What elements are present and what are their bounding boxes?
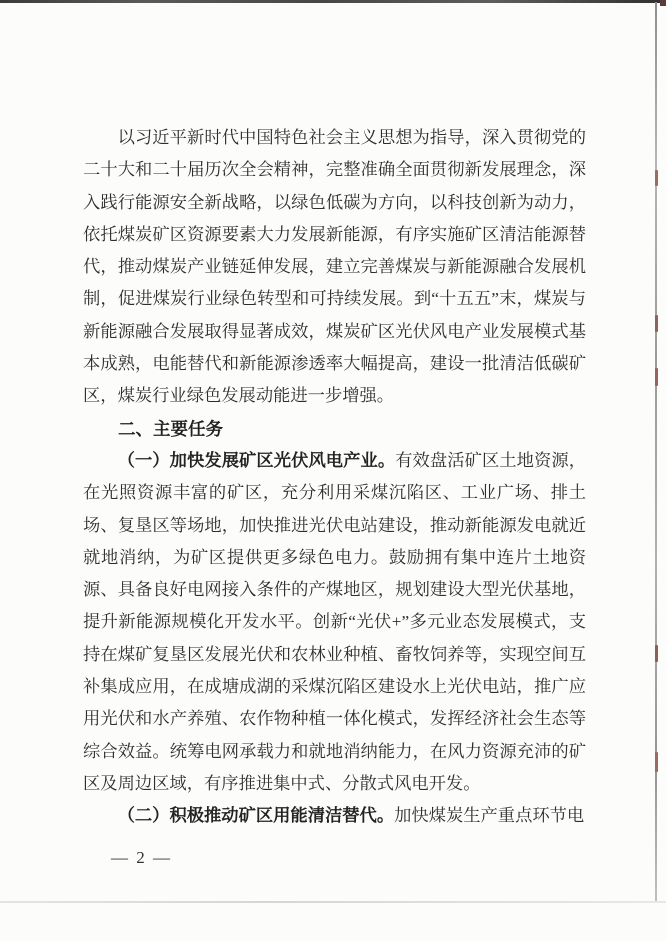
- scan-red-mark: [655, 752, 658, 772]
- task-item-2: [83, 800, 586, 832]
- scan-red-mark: [655, 170, 658, 186]
- scan-red-mark: [655, 645, 658, 662]
- scan-edge-bottom: [0, 901, 666, 903]
- task-item-1: [83, 445, 586, 800]
- scan-edge-top: [0, 0, 666, 3]
- document-body: [83, 122, 586, 833]
- scan-red-mark: [655, 315, 658, 332]
- task-item-1-lead: （一）加快发展矿区光伏风电产业。: [117, 450, 396, 470]
- task-item-1-body: 有效盘活矿区土地资源，在光照资源丰富的矿区，充分利用采煤沉陷区、工业广场、排土场、复垦区等场地，加快推进光伏电站建设，推动新能源发电就近就地消纳，为矿区提供更多绿色电力。鼓励拥有集中连片土地资源、具备良好电网接入条件的产煤地区，规划建设大型光伏基地，提升新能源规模化开发水平。创新“光伏+”多元业态发展模式，支持在煤矿复垦区发展光伏和农林业种植、畜牧饲养等，实现空间互补集成应用，在成塘成湖的采煤沉陷区建设水上光伏电站，推广应用光伏和水产养殖、农作物种植一体化模式，发挥经济社会生态等综合效益。统筹电网承载力和就地消纳能力，在风力资源充沛的矿区及周边区域，有序推进集中式、分散式风电开发。: [83, 450, 586, 793]
- page-number: — 2 —: [111, 848, 172, 867]
- section-heading-main-tasks: 二、主要任务: [118, 418, 223, 439]
- scan-red-mark: [655, 368, 658, 386]
- scan-corner-mark: [660, 0, 666, 6]
- task-item-2-body: 加快煤炭生产重点环节电: [394, 806, 585, 826]
- task-item-2-lead: （二）积极推动矿区用能清洁替代。: [117, 806, 395, 826]
- intro-paragraph: 以习近平新时代中国特色社会主义思想为指导，深入贯彻党的二十大和二十届历次全会精神，完整准确全面贯彻新发展理念，深入践行能源安全新战略，以绿色低碳为方向，以科技创新为动力，依托煤炭矿区资源要素大力发展新能源，有序实施矿区清洁能源替代，推动煤炭产业链延伸发展，建立完善煤炭与新能源融合发展机制，促进煤炭行业绿色转型和可持续发展。到“十五五”末，煤炭与新能源融合发展取得显著成效，煤炭矿区光伏风电产业发展模式基本成熟，电能替代和新能源渗透率大幅提高，建设一批清洁低碳矿区，煤炭行业绿色发展动能进一步增强。: [83, 128, 586, 406]
